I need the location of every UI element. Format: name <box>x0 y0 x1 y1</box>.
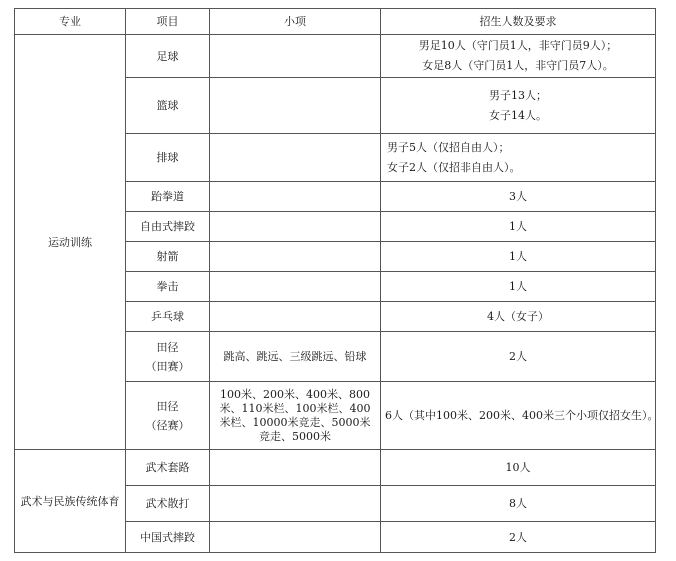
item-text: 排球 <box>156 151 179 164</box>
quota-text: 10人 <box>505 461 531 474</box>
item-cell <box>126 182 210 212</box>
item-text: 足球 <box>156 49 179 63</box>
item-cell <box>126 382 210 450</box>
quota-text: 8人 <box>509 497 527 510</box>
quota-text: 男足10人（守门员1人，非守门员9人）； <box>418 39 618 52</box>
item-cell <box>126 242 210 272</box>
sub-cell: 100米、200米、400米、800米、110米栏、100米栏、400米栏、10000米竞走、5000米竞走、5000米 <box>210 382 381 450</box>
quota-cell <box>381 486 656 522</box>
item-text: 中国式摔跤 <box>140 530 195 544</box>
item-cell <box>126 302 210 332</box>
major-cell: 运动训练 <box>15 35 126 450</box>
quota-text: 6人（其中100米、200米、400米三个小项仅招女生）。 <box>385 409 659 422</box>
table-row <box>15 35 656 78</box>
quota-cell <box>381 382 659 450</box>
admissions-table <box>14 8 659 553</box>
quota-cell <box>381 272 656 302</box>
item-cell <box>126 134 210 182</box>
item-text: 田径 <box>156 399 179 413</box>
sub-cell <box>210 272 381 302</box>
item-text: 武术散打 <box>145 497 190 510</box>
sub-cell <box>210 134 381 182</box>
quota-cell <box>381 212 656 242</box>
sub-cell: 跳高、跳远、三级跳远、铅球 <box>210 332 381 382</box>
item-text: 田径 <box>156 340 179 354</box>
quota-text: 女子14人。 <box>489 108 547 122</box>
quota-cell <box>381 302 656 332</box>
quota-text: 女足8人（守门员1人，非守门员7人）。 <box>422 59 614 72</box>
quota-cell <box>381 78 656 134</box>
sub-cell <box>210 486 381 522</box>
item-text: 跆拳道 <box>151 190 184 203</box>
quota-cell <box>381 522 656 553</box>
header-major: 专业 <box>15 9 126 35</box>
quota-text: 男子13人； <box>489 88 547 102</box>
quota-text: 2人 <box>509 530 527 544</box>
item-text: 武术套路 <box>145 461 190 474</box>
item-cell <box>126 78 210 134</box>
header-quota: 招生人数及要求 <box>381 9 656 35</box>
header-item: 项目 <box>126 9 210 35</box>
sub-cell <box>210 302 381 332</box>
quota-cell <box>381 182 656 212</box>
quota-cell <box>381 134 656 182</box>
item-cell <box>126 212 210 242</box>
quota-text: 3人 <box>509 190 527 203</box>
item-text: 自由式摔跤 <box>140 220 195 233</box>
sub-cell <box>210 182 381 212</box>
item-text: 篮球 <box>156 99 179 112</box>
quota-cell <box>381 450 656 486</box>
header-row <box>15 9 656 35</box>
sub-cell <box>210 212 381 242</box>
quota-text: 2人 <box>509 350 527 363</box>
quota-text: 1人 <box>509 250 527 263</box>
item-cell <box>126 486 210 522</box>
quota-text: 4人（女子） <box>487 310 549 323</box>
quota-cell <box>381 332 656 382</box>
sub-cell <box>210 522 381 553</box>
item-cell <box>126 450 210 486</box>
quota-text: 女子2人（仅招非自由人）。 <box>387 160 521 174</box>
item-cell <box>126 522 210 553</box>
item-text: （田赛） <box>145 359 190 373</box>
quota-cell <box>381 35 656 78</box>
quota-text: 1人 <box>509 220 527 233</box>
quota-cell <box>381 242 656 272</box>
quota-text: 男子5人（仅招自由人）； <box>387 140 510 154</box>
item-text: （径赛） <box>145 418 190 432</box>
item-cell <box>126 35 210 78</box>
sub-cell <box>210 450 381 486</box>
item-cell <box>126 272 210 302</box>
sub-cell <box>210 242 381 272</box>
item-text: 拳击 <box>156 280 179 293</box>
item-text: 乒乓球 <box>151 310 184 323</box>
sub-cell <box>210 35 381 78</box>
sub-cell <box>210 78 381 134</box>
item-text: 射箭 <box>156 250 179 263</box>
header-sub: 小项 <box>210 9 381 35</box>
quota-text: 1人 <box>509 280 527 293</box>
table-row <box>15 450 656 486</box>
major-cell: 武术与民族传统体育 <box>15 450 126 553</box>
item-cell <box>126 332 210 382</box>
